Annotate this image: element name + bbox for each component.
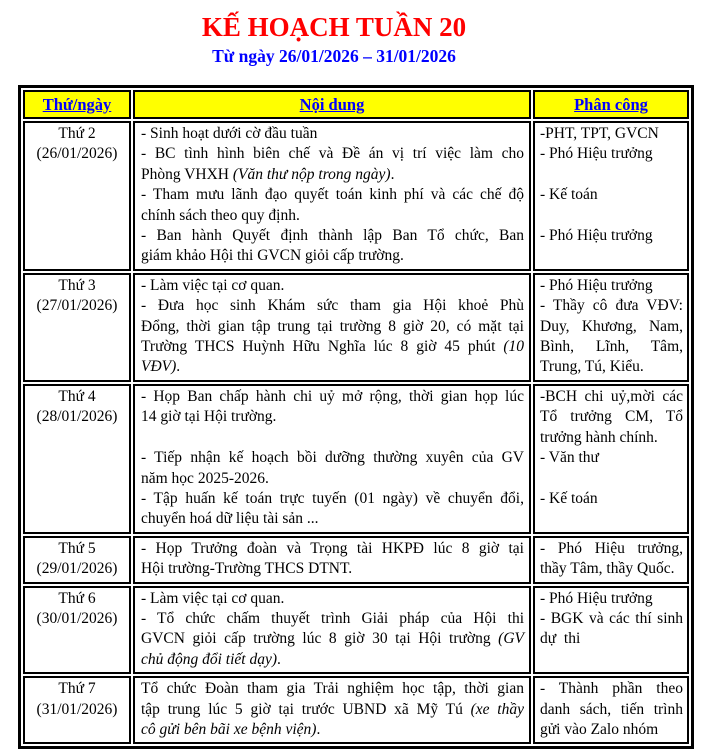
day-cell (23, 676, 131, 744)
page-title: KẾ HOẠCH TUẦN 20 (201, 12, 467, 42)
text-line: - Kế toán (540, 489, 598, 507)
text-line: Phòng VHXH (Văn thư nộp trong ngày). (141, 165, 395, 183)
text-line: - Văn thư (540, 449, 599, 467)
day-cell (23, 536, 131, 584)
day-label: Thứ 2 (58, 125, 96, 142)
text-line: - Làm việc tại cơ quan. (141, 589, 285, 607)
table-row (23, 586, 689, 675)
day-label: Thứ 7 (58, 680, 96, 698)
header-row (23, 90, 689, 119)
day-cell (23, 384, 131, 534)
blank-line (540, 469, 683, 489)
col-header-content: Nội dung (133, 90, 531, 119)
table-row (23, 676, 689, 744)
text-line: 14 giờ tại Hội trường. (141, 408, 277, 426)
text-line: danh sách, tiến trình (540, 700, 683, 718)
text-line: Bình, Lĩnh, Tâm, (540, 338, 683, 356)
date-range: Từ ngày 26/01/2026 – 31/01/2026 (212, 46, 456, 66)
assignment-cell (533, 586, 689, 675)
date-label: (28/01/2026) (36, 408, 118, 426)
table-row (23, 121, 689, 271)
text-line: - Tổ chức chấm thuyết trình Giải pháp của Hội thi (141, 609, 524, 627)
text-line: - Phó Hiệu trưởng (540, 227, 653, 245)
text-line: - Phó Hiệu trưởng (540, 145, 653, 163)
content-cell (133, 273, 531, 382)
text-line: - Phó Hiệu trưởng, (540, 539, 683, 557)
text-line: -PHT, TPT, GVCN (540, 125, 659, 142)
text-line: chủ động đổi tiết dạy). (141, 650, 281, 668)
text-line: - Tham mưu lãnh đạo quyết toán kinh phí và các chế độ (141, 186, 524, 204)
text-line: tập trung lúc 5 giờ tại trước UBND xã Mỹ Tú (xe thầy (141, 700, 524, 718)
content-cell (133, 384, 531, 534)
assignment-cell (533, 273, 689, 382)
assignment-cell (533, 121, 689, 271)
text-line: - Ban hành Quyết định thành lập Ban Tổ chức, Ban (141, 227, 524, 245)
day-cell (23, 121, 131, 271)
text-line: trưởng hành chính. (540, 428, 658, 446)
blank-line (540, 206, 683, 226)
table-row (23, 536, 689, 584)
assignment-cell (533, 676, 689, 744)
text-line: - Đưa học sinh Khám sức tham gia Hội khoẻ Phù (141, 297, 524, 315)
assignment-cell (533, 384, 689, 534)
text-line: chính sách theo quy định. (141, 206, 300, 224)
text-line: Tổ chức Đoàn tham gia Trải nghiệm học tập, thời gian (141, 680, 524, 698)
text-line: Đổng, thời gian tập trung tại trường 8 giờ 20, có mặt tại (141, 317, 524, 335)
content-cell (133, 676, 531, 744)
text-line: - BGK và các thí sinh (540, 609, 683, 627)
text-line: thầy Tâm, thầy Quốc. (540, 560, 675, 578)
day-label: Thứ 5 (58, 539, 96, 557)
text-line: - Tiếp nhận kế hoạch bồi dưỡng thường xuyên của GV (141, 449, 524, 467)
assignment-cell (533, 536, 689, 584)
text-line: - Tập huấn kế toán trực tuyến (01 ngày) về chuyển đổi, (141, 489, 524, 507)
blank-line (141, 428, 524, 448)
text-line: năm học 2025-2026. (141, 469, 269, 487)
content-cell (133, 586, 531, 675)
blank-line (540, 165, 683, 185)
text-line: - Kế toán (540, 186, 598, 204)
text-line: gửi vào Zalo nhóm (540, 720, 659, 738)
text-line: - Họp Trưởng đoàn và Trọng tài HKPĐ lúc 8 giờ tại (141, 539, 524, 557)
text-line: cô gửi bên bãi xe bệnh viện). (141, 720, 321, 738)
text-line: VĐV). (141, 358, 181, 376)
day-cell (23, 586, 131, 675)
day-label: Thứ 4 (58, 387, 96, 405)
text-line: giám khảo Hội thi GVCN giỏi cấp trường. (141, 247, 404, 265)
content-cell (133, 536, 531, 584)
date-label: (29/01/2026) (36, 560, 118, 578)
text-line: Tổ trưởng CM, Tổ (540, 408, 683, 426)
date-label: (31/01/2026) (36, 700, 118, 718)
text-line: chuyển hoá dữ liệu tài sản ... (141, 510, 319, 528)
day-label: Thứ 3 (58, 276, 96, 294)
text-line: - Làm việc tại cơ quan. (141, 276, 285, 294)
col-header-assignment: Phân công (533, 90, 689, 119)
text-line: GVCN giỏi cấp trường lúc 8 giờ 30 tại Hội trường (GV (141, 630, 524, 648)
text-line: - BC tình hình biên chế và Đề án vị trí việc làm cho (141, 145, 524, 163)
text-line: - Thầy cô đưa VĐV: (540, 297, 683, 315)
text-line: Trung, Tú, Kiểu. (540, 358, 644, 376)
text-line: Duy, Khương, Nam, (540, 317, 683, 335)
date-label: (27/01/2026) (36, 297, 118, 315)
text-line: Trường THCS Huỳnh Hữu Nghĩa lúc 8 giờ 45 phút (10 (141, 338, 524, 356)
content-cell (133, 121, 531, 271)
date-label: (30/01/2026) (36, 609, 118, 627)
text-line: - Họp Ban chấp hành chi uỷ mở rộng, thời gian họp lúc (141, 387, 524, 405)
text-line: - Phó Hiệu trưởng (540, 276, 653, 294)
table-row (23, 384, 689, 534)
table-row (23, 273, 689, 382)
weekly-plan-table (18, 85, 694, 749)
col-header-day: Thứ/ngày (23, 90, 131, 119)
text-line: Hội trường-Trường THCS DTNT. (141, 560, 353, 578)
day-label: Thứ 6 (58, 589, 96, 607)
text-line: -BCH chi uỷ,mời các (540, 387, 683, 405)
text-line: - Sinh hoạt dưới cờ đầu tuần (141, 125, 318, 142)
text-line: - Thành phần theo (540, 680, 683, 698)
date-label: (26/01/2026) (36, 145, 118, 163)
document-header (0, 11, 668, 67)
text-line: - Phó Hiệu trưởng (540, 589, 653, 607)
text-line: dự thi (540, 630, 581, 648)
day-cell (23, 273, 131, 382)
